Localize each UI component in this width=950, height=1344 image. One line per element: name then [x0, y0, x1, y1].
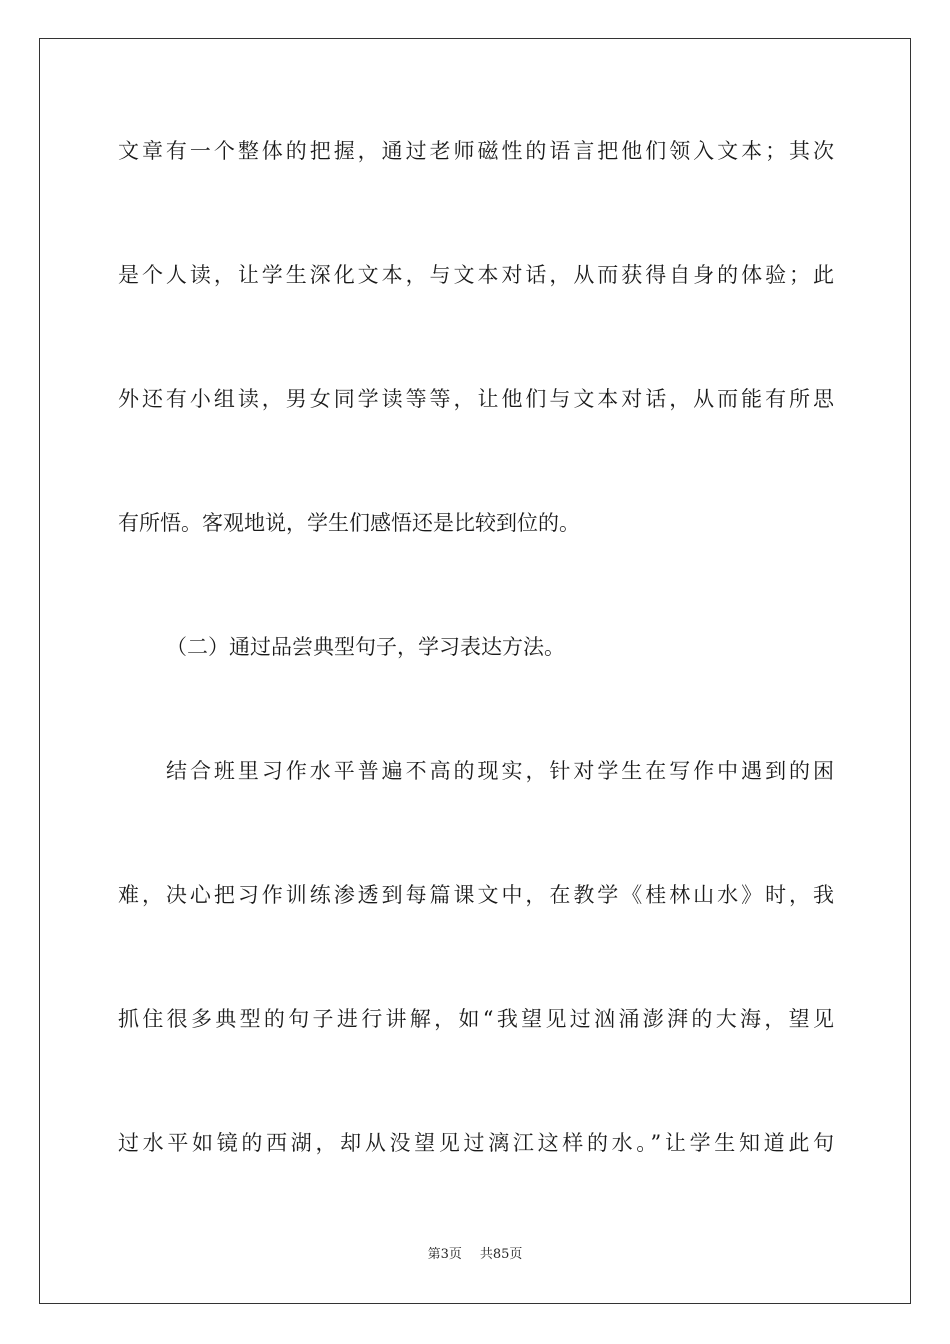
page-number: 第3页 [427, 1247, 462, 1262]
page-footer [0, 1246, 950, 1264]
paragraph-line-1: 文章有一个整体的把握，通过老师磁性的语言把他们领入文本；其次 [118, 139, 834, 163]
page-total: 共85页 [479, 1247, 523, 1262]
paragraph-line-7: 抓住很多典型的句子进行讲解，如“我望见过汹涌澎湃的大海，望见 [118, 1007, 834, 1031]
paragraph-line-2: 是个人读，让学生深化文本，与文本对话，从而获得自身的体验；此 [118, 263, 834, 287]
section-heading: （二）通过品尝典型句子，学习表达方法。 [166, 635, 565, 659]
paragraph-line-5: 结合班里习作水平普遍不高的现实，针对学生在写作中遇到的困 [166, 759, 834, 783]
paragraph-line-4: 有所悟。客观地说，学生们感悟还是比较到位的。 [118, 511, 580, 535]
page-frame [39, 38, 911, 1304]
paragraph-line-6: 难，决心把习作训练渗透到每篇课文中，在教学《桂林山水》时，我 [118, 883, 834, 907]
paragraph-line-8: 过水平如镜的西湖，却从没望见过漓江这样的水。”让学生知道此句 [118, 1131, 834, 1155]
paragraph-line-3: 外还有小组读，男女同学读等等，让他们与文本对话，从而能有所思 [118, 387, 834, 411]
